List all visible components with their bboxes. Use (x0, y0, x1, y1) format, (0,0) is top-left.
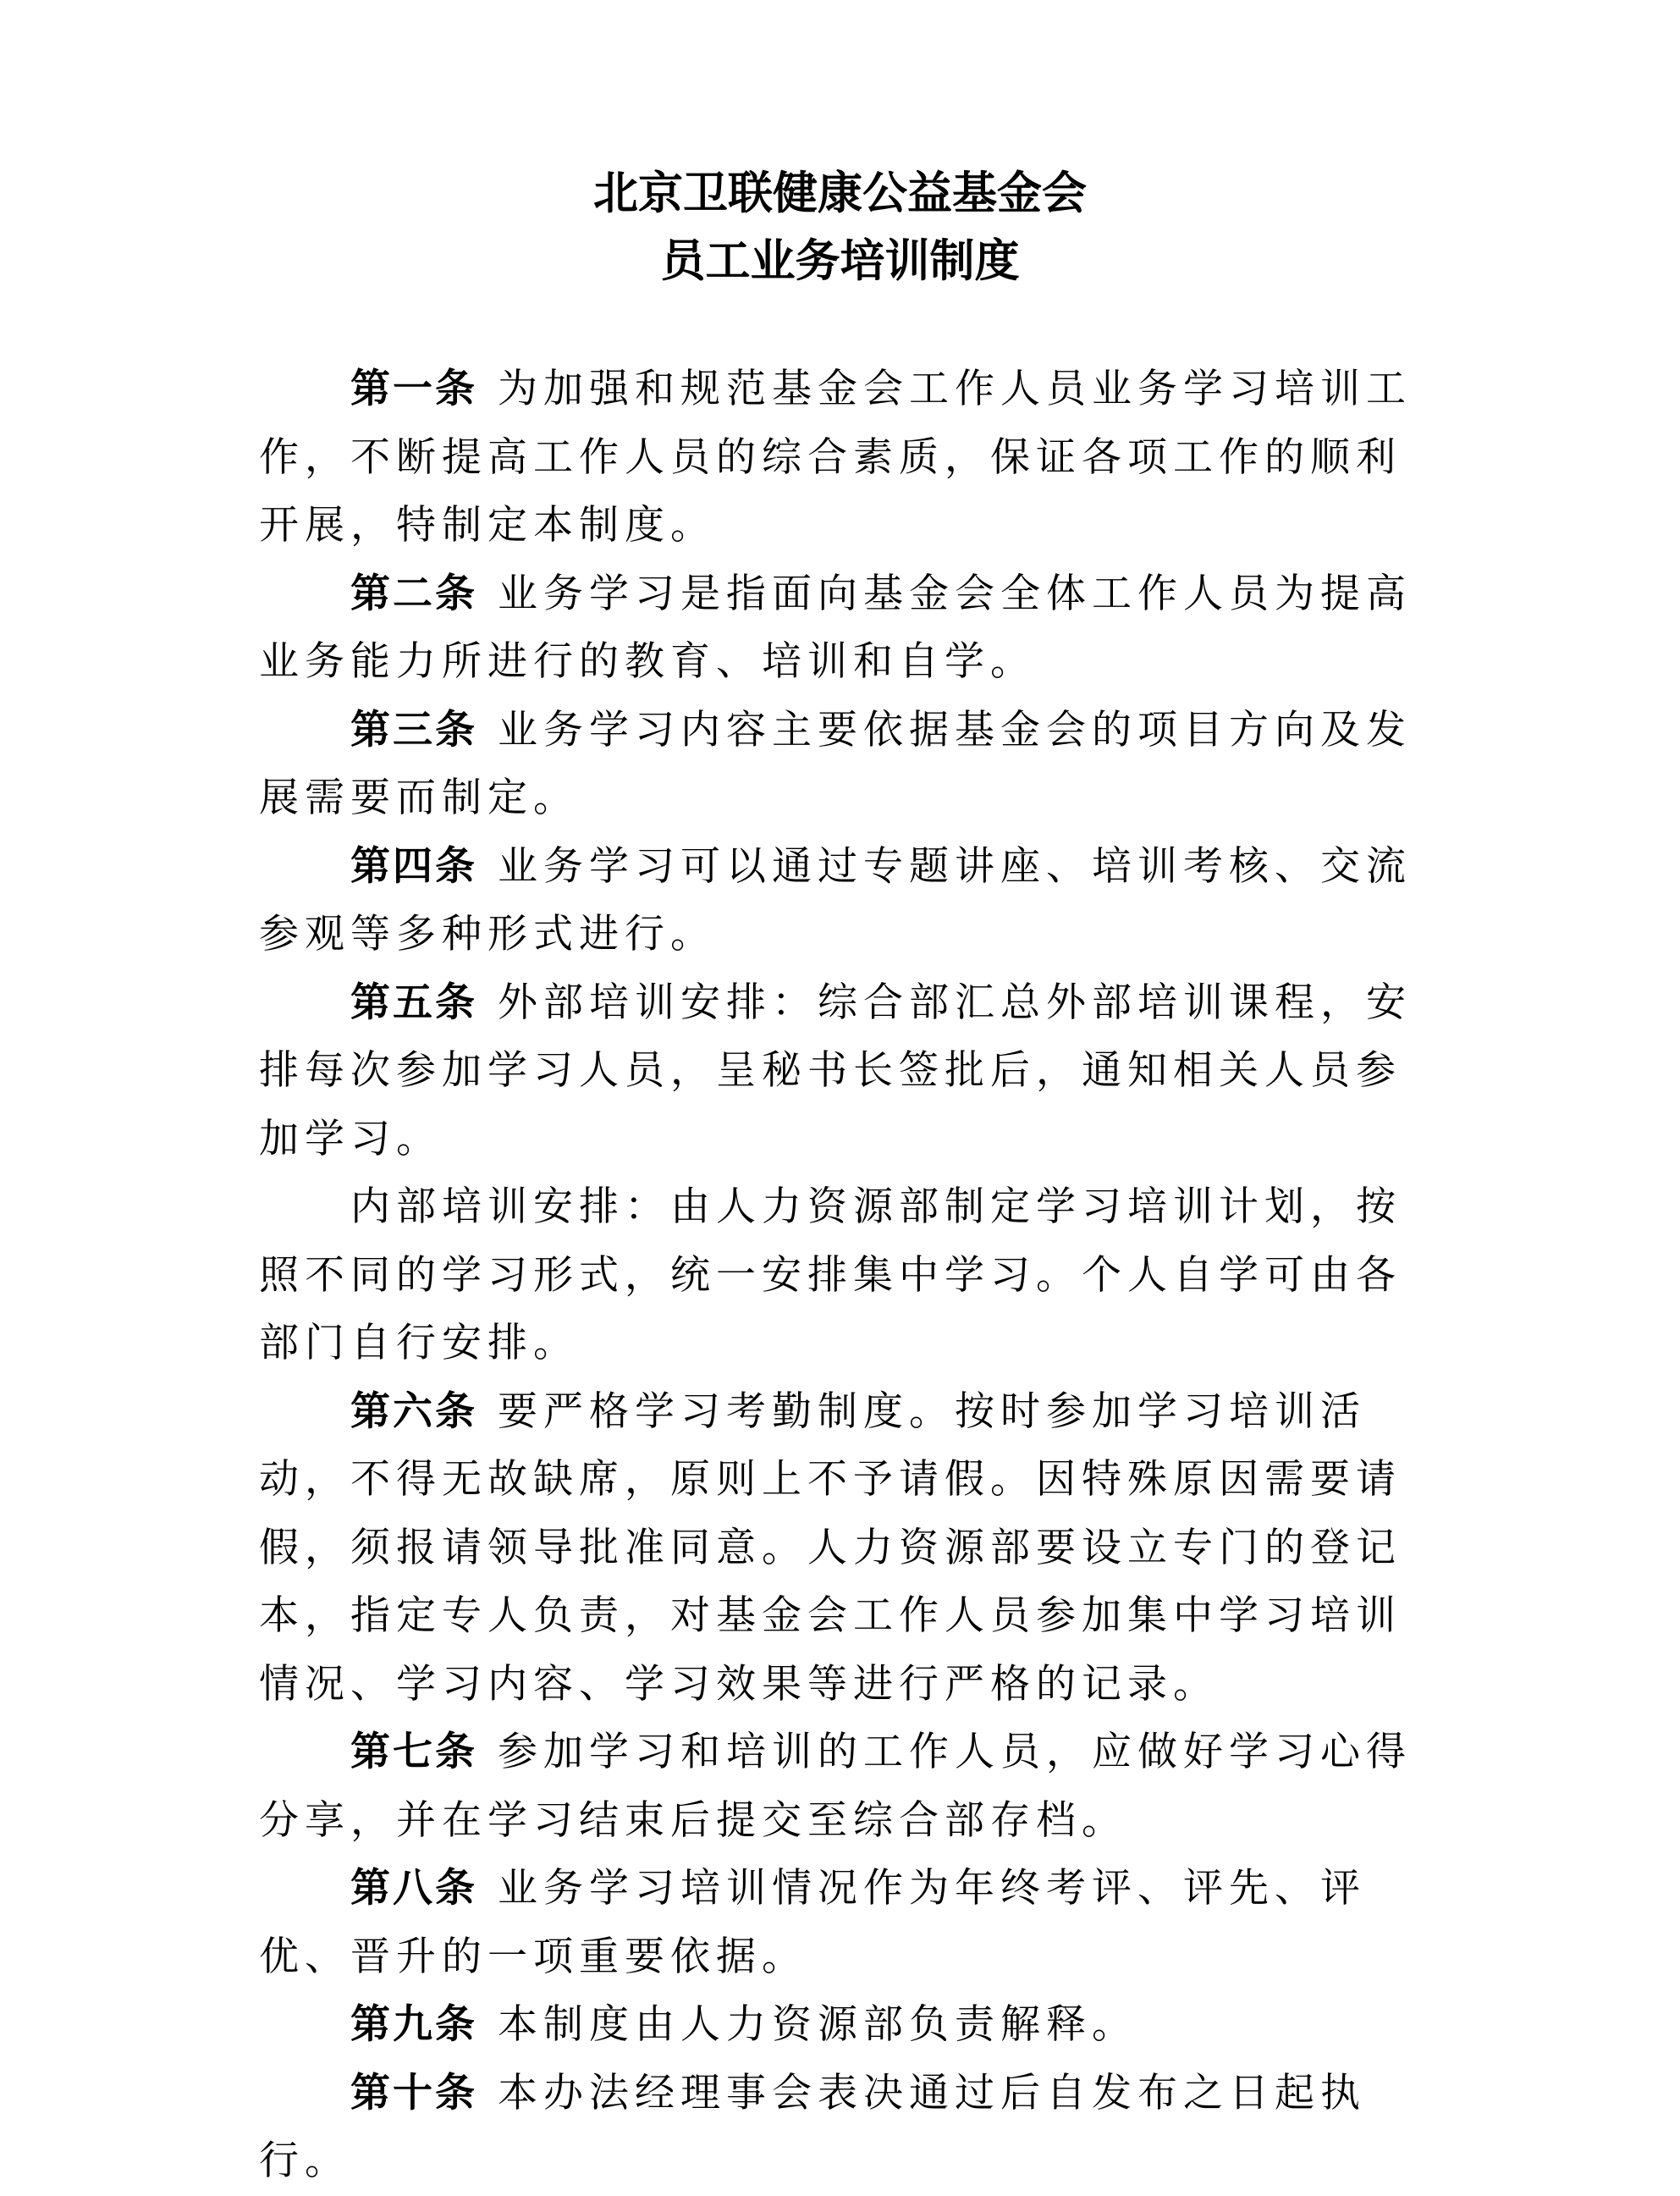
article-5 (259, 969, 1444, 1174)
article-label: 第十条 (350, 2069, 477, 2116)
article-text: 业务学习内容主要依据基金会的项目方向及发展需要而制定。 (259, 706, 1412, 821)
article-text: 为加强和规范基金会工作人员业务学习培训工作，不断提高工作人员的综合素质，保证各项工作的顺利开展，特制定本制度。 (259, 366, 1412, 549)
article-text: 业务学习培训情况作为年终考评、评先、评优、晋升的一项重要依据。 (259, 1865, 1366, 1980)
article-label: 第一条 (350, 366, 477, 412)
document-title-line2: 员工业务培训制度 (660, 234, 1020, 287)
article-label: 第六条 (350, 1388, 477, 1435)
document-title-line1: 北京卫联健康公益基金会 (593, 167, 1087, 219)
article-text: 内部培训安排：由人力资源部制定学习培训计划，按照不同的学习形式，统一安排集中学习。个人自学可由各部门自行安排。 (259, 1184, 1402, 1366)
article-label: 第九条 (350, 2001, 477, 2048)
article-5-internal (259, 1173, 1444, 1378)
article-1 (259, 356, 1444, 560)
article-text: 本办法经理事会表决通过后自发布之日起执行。 (259, 2069, 1366, 2184)
article-text: 业务学习是指面向基金会全体工作人员为提高业务能力所进行的教育、培训和自学。 (259, 570, 1412, 685)
article-label: 第三条 (350, 706, 477, 753)
document-body (259, 356, 1444, 2196)
article-text: 本制度由人力资源部负责解释。 (498, 2001, 1137, 2048)
article-8 (259, 1855, 1444, 1991)
article-10 (259, 2060, 1444, 2196)
article-label: 第四条 (350, 842, 477, 890)
article-text: 外部培训安排：综合部汇总外部培训课程，安排每次参加学习人员，呈秘书长签批后，通知相关人员参加学习。 (259, 979, 1412, 1162)
article-6 (259, 1378, 1444, 1719)
article-9 (259, 1991, 1444, 2060)
article-label: 第七条 (350, 1729, 477, 1775)
article-label: 第五条 (350, 979, 477, 1026)
article-2 (259, 560, 1444, 697)
article-text: 参加学习和培训的工作人员，应做好学习心得分享，并在学习结束后提交至综合部存档。 (259, 1729, 1412, 1844)
article-text: 业务学习可以通过专题讲座、培训考核、交流参观等多种形式进行。 (259, 842, 1412, 957)
article-label: 第二条 (350, 570, 477, 617)
article-text: 要严格学习考勤制度。按时参加学习培训活动，不得无故缺席，原则上不予请假。因特殊原因需要请假，须报请领导批准同意。人力资源部要设立专门的登记本，指定专人负责，对基金会工作人员参加集中学习培训情况、学习内容、学习效果等进行严格的记录。 (259, 1388, 1402, 1708)
article-3 (259, 697, 1444, 833)
article-4 (259, 833, 1444, 969)
article-7 (259, 1719, 1444, 1855)
article-label: 第八条 (350, 1865, 477, 1912)
